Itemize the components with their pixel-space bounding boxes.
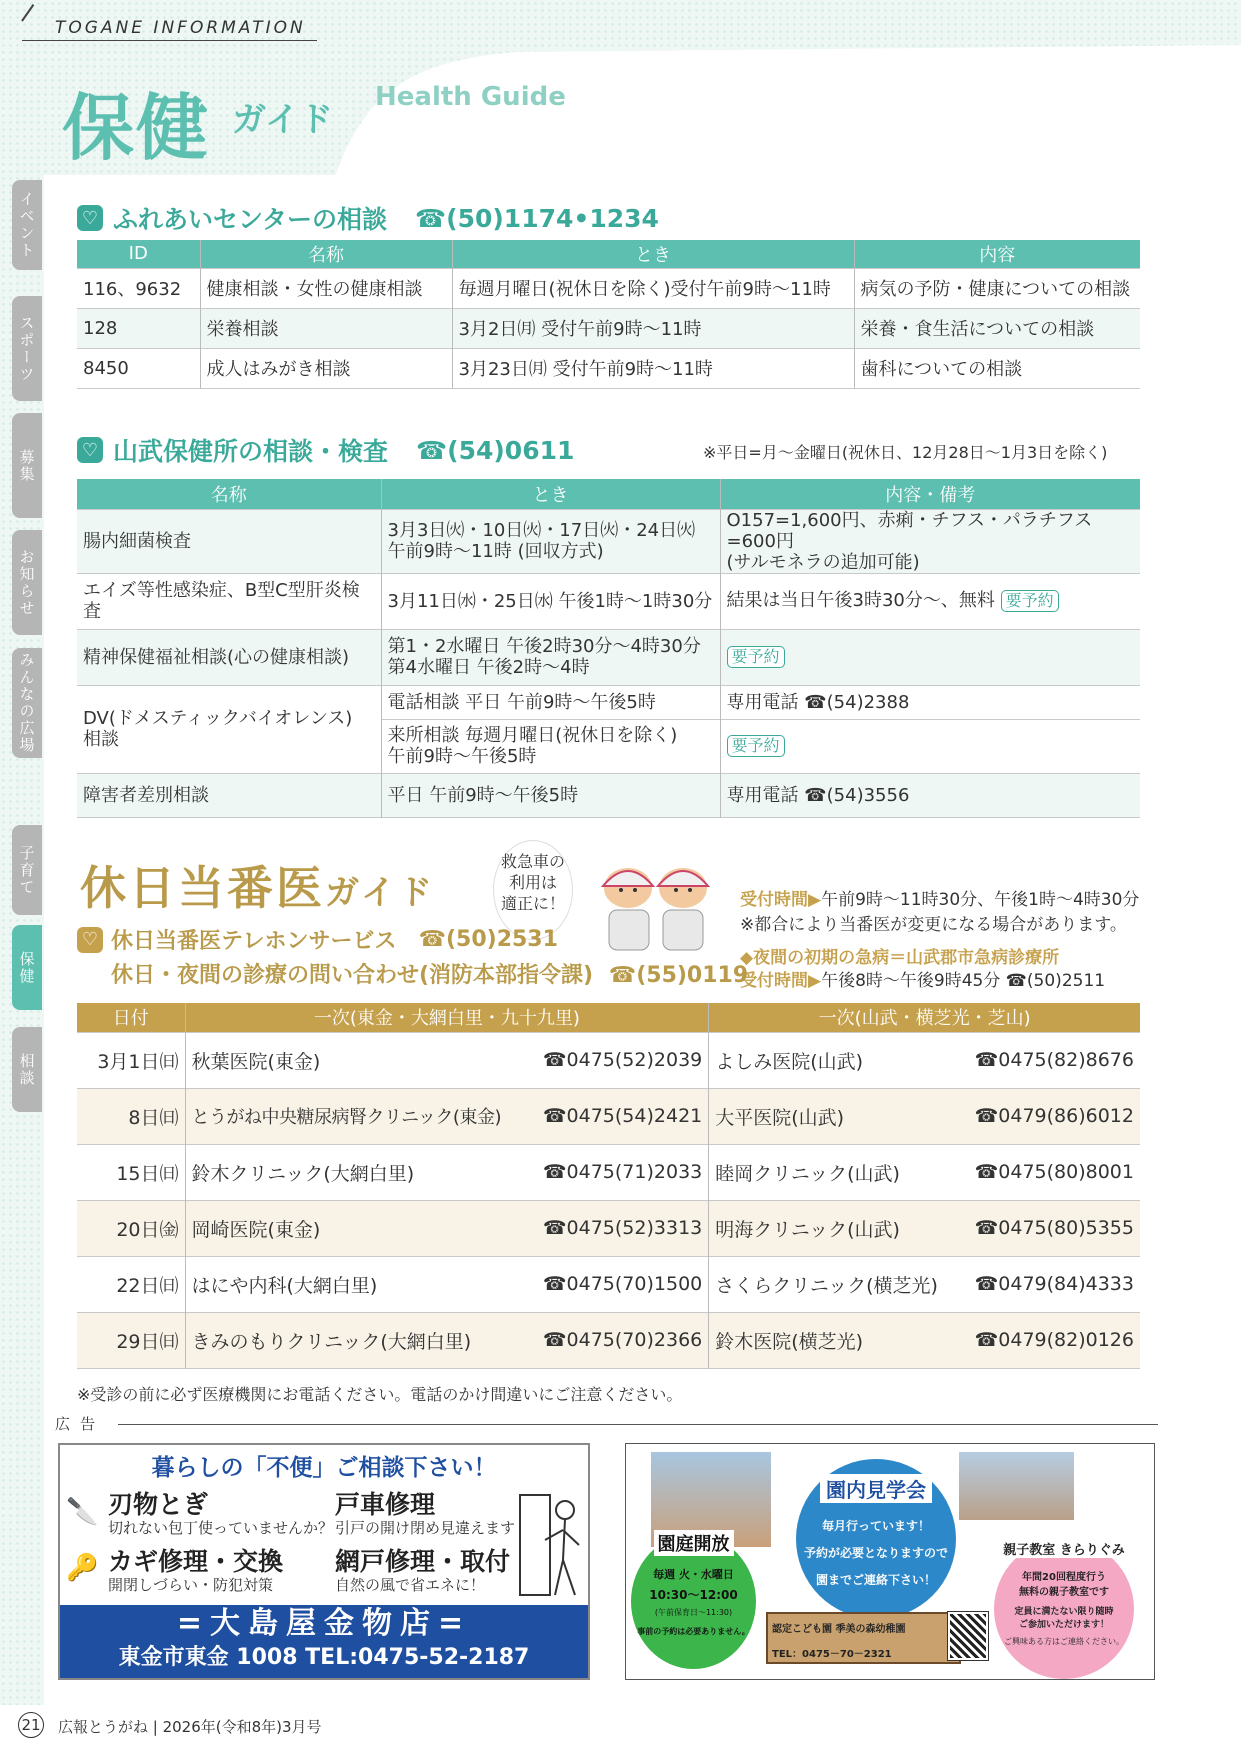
note-line: O157=1,600円、赤痢・チフス・パラチフス=600円 (726, 509, 1093, 552)
bubble-line: 適正に！ (500, 894, 565, 913)
table-cell: 歯科についての相談 (860, 359, 1023, 380)
table-row (77, 509, 1140, 573)
ad1-item-sub: 引戸の開け閉め見違えます (335, 1519, 516, 1537)
class-circle (994, 1539, 1134, 1679)
table-cell: 専用電話 ☎(54)2388 (726, 691, 910, 713)
repairman-illustration (515, 1485, 585, 1600)
arrow-icon: ▶ (808, 890, 822, 910)
page-title: 保健 (62, 86, 211, 170)
reception-label: 受付時間 (740, 890, 808, 910)
qr-code[interactable] (948, 1612, 988, 1660)
reservation-badge: 要予約 (1001, 590, 1059, 612)
clinic-cell: きみのもりクリニック(大網白里) (191, 1330, 472, 1353)
date-cell: 29日㈰ (77, 1312, 185, 1368)
clinic-cell: 秋葉医院(東金) (191, 1050, 321, 1073)
page-title-en: Health Guide (375, 82, 566, 112)
tel-service-number: ☎(50)2531 (418, 927, 558, 952)
section1-table (77, 240, 1140, 389)
table-row (77, 573, 1140, 629)
ad1-item-sub: 切れない包丁使っていませんか？ (108, 1519, 334, 1537)
phone-cell: ☎0475(71)2033 (526, 1144, 708, 1200)
phone-cell: ☎0475(52)2039 (526, 1032, 708, 1088)
clinic-cell: 鈴木医院(横芝光) (715, 1330, 864, 1353)
section1-title: ふれあいセンターの相談 (113, 205, 388, 234)
table-row (77, 1200, 1140, 1256)
table-row (77, 629, 1140, 685)
time-line: 午前9時～11時 (回収方式) (387, 541, 604, 562)
table-cell (381, 629, 720, 685)
night-clinic-title: ◆夜間の初期の急病＝山武郡市急病診療所 (740, 948, 1060, 968)
reservation-badge: 要予約 (727, 646, 785, 668)
table-header: 内容・備考 (720, 479, 1140, 509)
tour-circle (796, 1459, 956, 1619)
class-text: ご興味ある方はご連絡ください。 (1004, 1637, 1124, 1646)
table-cell: 栄養相談 (200, 308, 452, 348)
phone-cell: ☎0475(82)8676 (974, 1049, 1134, 1071)
clinic-cell: さくらクリニック(横芝光) (715, 1274, 938, 1297)
table-cell: 電話相談 平日 午前9時～午後5時 (381, 685, 720, 719)
header-line (22, 40, 317, 41)
reservation-badge: 要予約 (727, 735, 785, 757)
table-header: とき (452, 240, 854, 268)
class-text: 無料の親子教室です (1019, 1587, 1109, 1598)
side-tab-recruit[interactable]: 募集 (12, 413, 42, 518)
garden-title: 園庭開放 (654, 1530, 734, 1556)
section2-title: 山武保健所の相談・検査 (113, 437, 389, 466)
table-header: 名称 (77, 479, 381, 509)
page-title-suffix: ガイド (232, 100, 333, 140)
holiday-footnote: ※受診の前に必ず医療機関にお電話ください。電話のかけ間違いにご注意ください。 (77, 1385, 683, 1404)
inquiry-label: 休日・夜間の診療の問い合わせ(消防本部指令課) (111, 963, 594, 988)
clinic-cell: よしみ医院(山武) (715, 1050, 864, 1073)
garden-text: 毎週 火・水曜日 (653, 1568, 734, 1581)
class-title: 親子教室 きらりぐみ (1000, 1539, 1128, 1558)
arrow-icon: ▶ (808, 971, 822, 991)
table-cell (720, 573, 1140, 629)
table-row (77, 773, 1140, 817)
table-header: 内容 (854, 240, 1140, 268)
time-line: 3月3日㈫・10日㈫・17日㈫・24日㈫ (387, 520, 696, 541)
side-tab-notice[interactable]: お知らせ (12, 530, 42, 635)
table-cell: 8450 (77, 348, 200, 388)
ad1-item-sub: 開閉しづらい・防犯対策 (108, 1576, 274, 1594)
tour-text: 園までご連絡下さい！ (815, 1573, 936, 1587)
table-cell (720, 509, 1140, 573)
clinic-cell: 鈴木クリニック(大網白里) (191, 1162, 415, 1185)
class-text: ご参加いただけます！ (1018, 1620, 1109, 1630)
table-cell: 3月23日㈪ 受付午前9時～11時 (452, 348, 854, 388)
clinic-cell: 睦岡クリニック(山武) (715, 1162, 900, 1185)
ad-label: 広告 (55, 1415, 106, 1433)
ad-divider (118, 1424, 1158, 1425)
table-cell: 病気の予防・健康についての相談 (860, 279, 1131, 300)
table-cell: 平日 午前9時～午後5時 (381, 773, 720, 817)
table-row (77, 1144, 1140, 1200)
stethoscope-icon: ♡ (77, 205, 103, 231)
table-cell (720, 629, 1140, 685)
time-line: 午前9時～午後5時 (387, 746, 537, 767)
side-tab-event[interactable]: イベント (12, 180, 42, 270)
table-header: 名称 (200, 240, 452, 268)
clinic-cell: 明海クリニック(山武) (715, 1218, 900, 1241)
change-note: ※都合により当番医が変更になる場合があります。 (740, 915, 1127, 935)
table-cell: 3月2日㈪ 受付午前9時～11時 (452, 308, 854, 348)
side-tab-health[interactable]: 保健 (12, 925, 42, 1010)
phone-cell: ☎0479(82)0126 (974, 1329, 1134, 1351)
key-icon: 🔑 (66, 1553, 99, 1583)
sign-name: 認定こども園 季美の森幼稚園 (772, 1624, 906, 1635)
table-header: ID (77, 240, 200, 268)
stethoscope-icon: ♡ (77, 437, 103, 463)
side-tab-sports[interactable]: スポーツ (12, 296, 42, 401)
section2-heading (77, 432, 574, 468)
tour-text: 毎月行っています！ (821, 1519, 930, 1533)
holiday-title-suffix: ガイド (325, 873, 435, 913)
section1-heading (77, 200, 659, 236)
table-row (77, 268, 1140, 308)
table-cell (720, 719, 1140, 773)
clinic-cell: はにや内科(大網白里) (191, 1274, 378, 1297)
ad1-item-title: 網戸修理・取付 (335, 1547, 511, 1576)
table-row (77, 1032, 1140, 1088)
ad1-address: 東金市東金 1008 TEL:0475-52-2187 (118, 1645, 530, 1670)
clinic-cell: 大平医院(山武) (715, 1106, 845, 1129)
date-cell: 22日㈰ (77, 1256, 185, 1312)
table-cell: 栄養・食生活についての相談 (860, 319, 1095, 340)
date-cell: 8日㈰ (77, 1088, 185, 1144)
side-tab-plaza[interactable]: みんなの広場 (12, 648, 42, 758)
tour-text: 予約が必要となりますので (803, 1546, 948, 1560)
date-cell: 20日㈮ (77, 1200, 185, 1256)
clinic-cell: とうがね中央糖尿病腎クリニック(東金) (191, 1107, 501, 1128)
table-cell (381, 719, 720, 773)
table-cell: 3月11日㈬・25日㈬ 午後1時～1時30分 (381, 573, 720, 629)
table-header: 一次(東金・大網白里・九十九里) (185, 1003, 709, 1032)
ad1-item-title: カギ修理・交換 (108, 1547, 284, 1576)
garden-text: 事前の予約は必要ありません。 (637, 1627, 750, 1636)
night-reception-time: 午後8時～午後9時45分 ☎(50)2511 (821, 971, 1106, 991)
phone-cell: ☎0479(84)4333 (974, 1273, 1134, 1295)
header-label: TOGANE INFORMATION (55, 18, 306, 38)
section2-tel: ☎(54)0611 (416, 435, 575, 465)
table-cell: 健康相談・女性の健康相談 (200, 268, 452, 308)
page-number: 21 (18, 1712, 44, 1738)
side-tab-childcare[interactable]: 子育て (12, 825, 42, 915)
phone-cell: ☎0475(70)1500 (526, 1256, 708, 1312)
table-cell (381, 509, 720, 573)
ad1-item-sub: 自然の風で省エネに！ (335, 1576, 486, 1594)
side-tab-consult[interactable]: 相談 (12, 1027, 42, 1112)
table-row (77, 1088, 1140, 1144)
phone-cell: ☎0475(54)2421 (526, 1088, 708, 1144)
night-reception-label: 受付時間 (740, 971, 808, 991)
knife-icon: 🔪 (66, 1497, 99, 1527)
table-cell: 116、9632 (77, 268, 200, 308)
ad1-item-title: 戸車修理 (335, 1490, 436, 1519)
holiday-table (77, 1003, 1140, 1369)
tel-service-line (77, 924, 558, 955)
section1-tel: ☎(50)1174•1234 (415, 203, 659, 233)
table-cell: 専用電話 ☎(54)3556 (726, 784, 910, 806)
section2-note: ※平日=月～金曜日(祝休日、12月28日～1月3日を除く) (703, 443, 1108, 462)
table-cell: 成人はみがき相談 (200, 348, 452, 388)
table-header: とき (381, 479, 720, 509)
table-header: 一次(山武・横芝光・芝山) (709, 1003, 1140, 1032)
table-row (77, 308, 1140, 348)
class-text: 定員に満たない限り随時 (1014, 1607, 1114, 1617)
date-cell: 15日㈰ (77, 1144, 185, 1200)
note-line: (サルモネラの追加可能) (726, 551, 920, 573)
time-line: 第4水曜日 午後2時～4時 (387, 657, 590, 678)
table-cell: 精神保健福祉相談(心の健康相談) (77, 629, 381, 685)
table-cell: 128 (77, 308, 200, 348)
ad1-shop-name: =大島屋金物店= (176, 1606, 472, 1641)
ad1-contact-bar (60, 1605, 588, 1678)
kindergarten-sign (766, 1612, 961, 1664)
ad-kindergarten[interactable] (625, 1443, 1155, 1680)
reception-time: 午前9時～11時30分、午後1時～4時30分 (821, 890, 1140, 910)
time-line: 来所相談 毎週月曜日(祝休日を除く) (387, 725, 678, 746)
phone-cell: ☎0475(70)2366 (526, 1312, 708, 1368)
firefighters-illustration (595, 858, 715, 953)
holiday-title (80, 852, 435, 918)
table-row (77, 685, 1140, 719)
table-cell: 腸内細菌検査 (77, 509, 381, 573)
schoolyard-photo (959, 1452, 1074, 1520)
night-reception (740, 966, 1105, 991)
tel-service-label: 休日当番医テレホンサービス (111, 929, 397, 954)
clinic-cell: 岡崎医院(東金) (191, 1218, 321, 1241)
holiday-title-main: 休日当番医 (80, 861, 325, 915)
phone-cell: ☎0479(86)6012 (974, 1105, 1134, 1127)
bubble-line: 救急車の (500, 852, 565, 871)
garden-circle (631, 1534, 756, 1669)
name-line: DV(ドメスティックバイオレンス) (83, 708, 353, 729)
sign-tel: TEL：0475－70－2321 (772, 1649, 892, 1660)
table-row (77, 1312, 1140, 1368)
note-line: 結果は当日午後3時30分～、無料 (726, 590, 995, 611)
section2-table (77, 479, 1140, 818)
name-line: 相談 (83, 729, 119, 750)
garden-text: 10:30～12:00 (649, 1588, 738, 1602)
table-cell (77, 685, 381, 773)
time-line: 第1・2水曜日 午後2時30分～4時30分 (387, 636, 701, 657)
phone-cell: ☎0475(80)8001 (974, 1161, 1134, 1183)
bubble-line: 利用は (508, 873, 557, 892)
inquiry-line (111, 958, 748, 989)
inquiry-number: ☎(55)0119 (608, 963, 749, 988)
ad1-item-title: 刃物とぎ (108, 1490, 209, 1519)
ad1-headline: 暮らしの「不便」ご相談下さい！ (151, 1455, 497, 1481)
table-cell: 毎週月曜日(祝休日を除く)受付午前9時～11時 (452, 268, 854, 308)
footer-text: 広報とうがね | 2026年(令和8年)3月号 (58, 1718, 322, 1736)
date-cell: 3月1日㈰ (77, 1032, 185, 1088)
phone-cell: ☎0475(80)5355 (974, 1217, 1134, 1239)
garden-text: (午前保育日～11:30) (654, 1608, 733, 1617)
phone-cell: ☎0475(52)3313 (526, 1200, 708, 1256)
class-text: 年間20回程度行う (1022, 1572, 1106, 1583)
table-header: 日付 (77, 1003, 185, 1032)
tour-title: 園内見学会 (820, 1474, 932, 1503)
table-row (77, 1256, 1140, 1312)
stethoscope-icon: ♡ (77, 927, 103, 953)
table-row (77, 348, 1140, 388)
table-cell: 障害者差別相談 (77, 773, 381, 817)
ad-hardware-store[interactable] (58, 1443, 590, 1680)
table-cell: エイズ等性感染症、B型C型肝炎検査 (77, 573, 381, 629)
reception-info (740, 885, 1139, 910)
